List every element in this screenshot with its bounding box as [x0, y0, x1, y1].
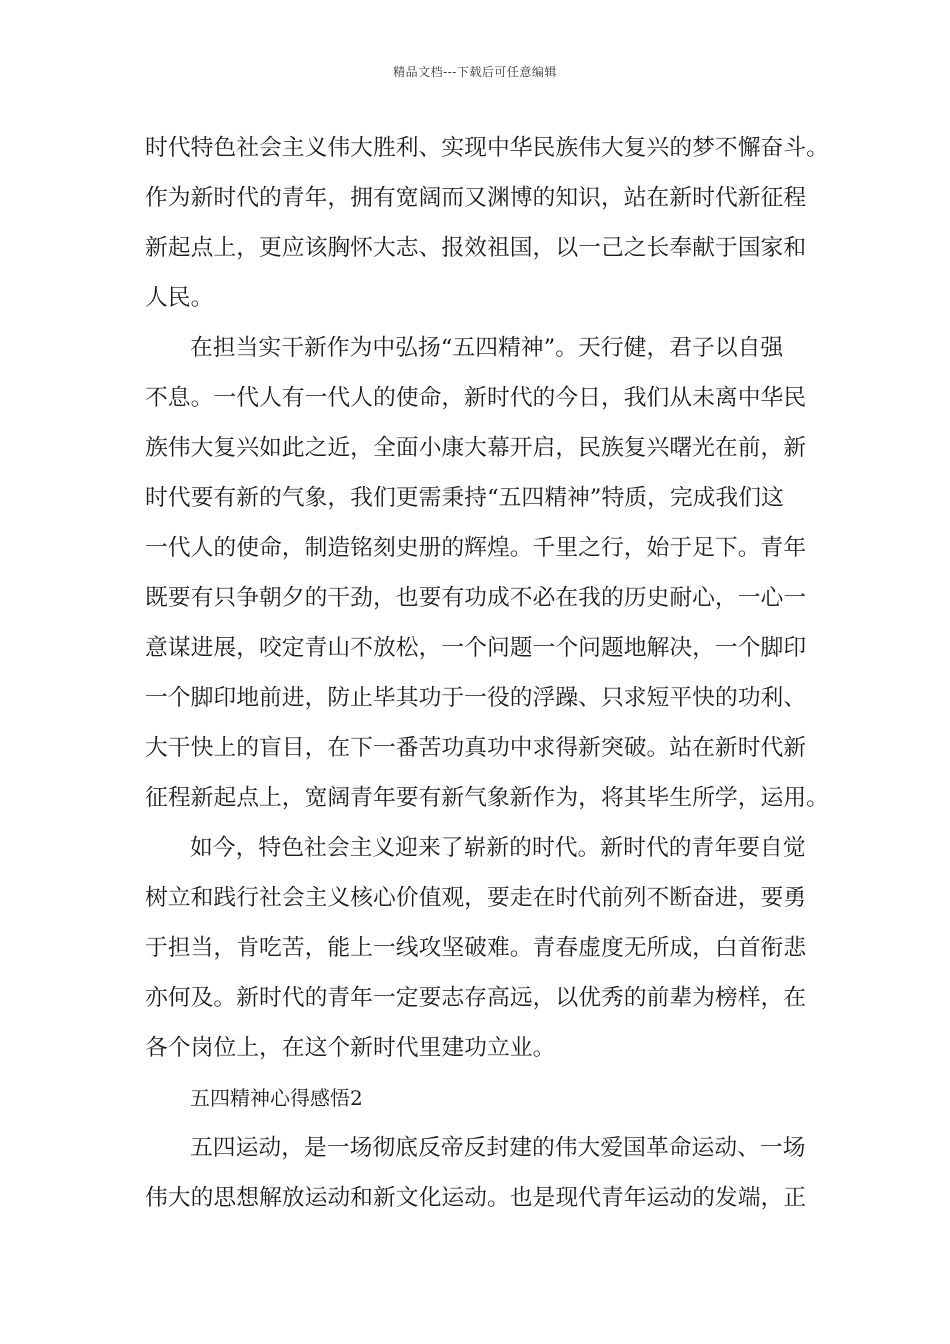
document-body: [145, 123, 829, 1223]
text-line: 五四运动，是一场彻底反帝反封建的伟大爱国革命运动、一场: [190, 1135, 806, 1161]
text-line: 大干快上的盲目，在下一番苦功真功中求得新突破。站在新时代新: [145, 735, 807, 761]
text-line: 既要有只争朝夕的干劲，也要有功成不必在我的历史耐心，一心一: [145, 585, 807, 611]
text-line: 亦何及。新时代的青年一定要志存高远，以优秀的前辈为榜样，在: [145, 985, 807, 1011]
text-line: 树立和践行社会主义核心价值观，要走在时代前列不断奋进，要勇: [145, 885, 807, 911]
text-line: 人民。: [145, 285, 214, 311]
text-line: 如今，特色社会主义迎来了崭新的时代。新时代的青年要自觉: [190, 835, 806, 861]
text-line: 一代人的使命，制造铭刻史册的辉煌。千里之行，始于足下。青年: [145, 535, 807, 561]
text-line: 在担当实干新作为中弘扬“五四精神”。天行健，君子以自强: [190, 335, 784, 361]
text-line: 一个脚印地前进，防止毕其功于一役的浮躁、只求短平快的功利、: [145, 685, 807, 711]
text-line: 各个岗位上，在这个新时代里建功立业。: [145, 1035, 556, 1061]
page-header: 精品文档---下载后可任意编辑: [393, 65, 557, 79]
text-line: 征程新起点上，宽阔青年要有新气象新作为，将其毕生所学，运用。: [145, 785, 829, 811]
text-line: 时代特色社会主义伟大胜利、实现中华民族伟大复兴的梦不懈奋斗。: [145, 135, 829, 161]
text-line: 意谋进展，咬定青山不放松，一个问题一个问题地解决，一个脚印: [145, 635, 807, 661]
text-line: 新起点上，更应该胸怀大志、报效祖国，以一己之长奉献于国家和: [145, 235, 807, 261]
text-line: 伟大的思想解放运动和新文化运动。也是现代青年运动的发端，正: [145, 1185, 807, 1211]
text-line: 不息。一代人有一代人的使命，新时代的今日，我们从未离中华民: [145, 385, 807, 411]
text-line: 时代要有新的气象，我们更需秉持“五四精神”特质，完成我们这: [145, 485, 784, 511]
text-line: 于担当，肯吃苦，能上一线攻坚破难。青春虚度无所成，白首衔悲: [145, 935, 807, 961]
text-line: 作为新时代的青年，拥有宽阔而又渊博的知识，站在新时代新征程: [145, 185, 807, 211]
text-line: 族伟大复兴如此之近，全面小康大幕开启，民族复兴曙光在前，新: [145, 435, 807, 461]
section-heading: 五四精神心得感悟2: [190, 1086, 363, 1110]
